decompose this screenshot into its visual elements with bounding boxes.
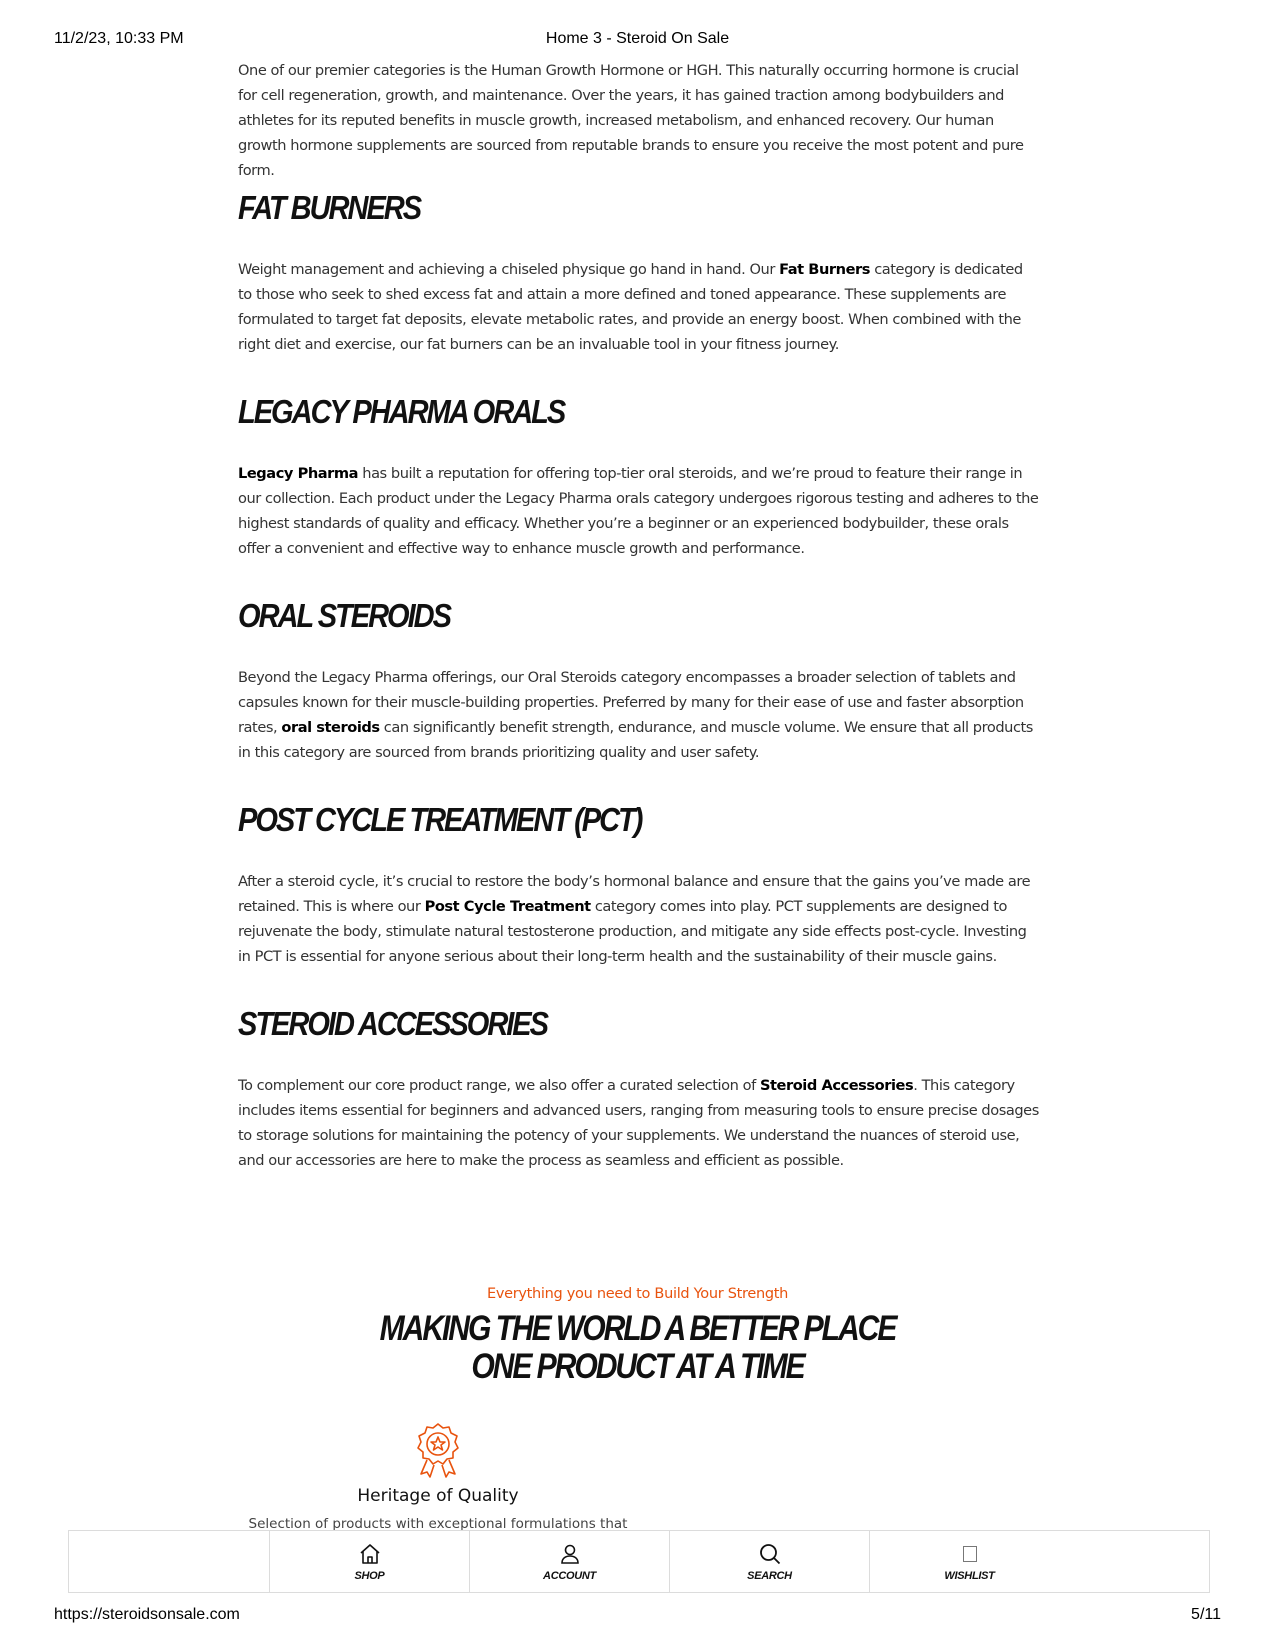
nav-wishlist-button[interactable] <box>869 1531 1069 1592</box>
section-heading: ORAL STEROIDS <box>238 597 450 634</box>
oral-steroids-link[interactable]: oral steroids <box>281 719 380 736</box>
nav-account-label: ACCOUNT <box>543 1569 596 1582</box>
promo-headline <box>0 1310 1275 1386</box>
promo-kicker: Everything you need to Build Your Strength <box>486 1286 789 1302</box>
print-header <box>0 30 1275 52</box>
award-ribbon-icon <box>408 1420 468 1480</box>
section-paragraph <box>238 665 1040 765</box>
bottom-navigation-bar <box>68 1530 1210 1593</box>
section-paragraph <box>238 257 1040 357</box>
section-heading: FAT BURNERS <box>238 189 421 226</box>
home-icon <box>358 1542 382 1566</box>
nav-shop-button[interactable] <box>269 1531 469 1592</box>
nav-search-button[interactable] <box>669 1531 869 1592</box>
user-icon <box>558 1542 582 1566</box>
section-post-cycle-treatment <box>238 800 1040 969</box>
nav-search-label: SEARCH <box>747 1569 792 1582</box>
feature-description: Selection of products with exceptional formulations that <box>248 1516 628 1530</box>
section-heading: STEROID ACCESSORIES <box>238 1005 548 1042</box>
section-text: . This category includes items essential for beginners and advanced users, ranging from measuring tools to ensure precise dosages to storage solutions for maintaining the potency of your supplements. We understand the nuances of steroid use, and our accessories are here to make the process as seamless and efficient as possible. <box>238 1077 1039 1169</box>
nav-account-button[interactable] <box>469 1531 669 1592</box>
section-paragraph <box>238 461 1040 561</box>
print-page-number: 5/11 <box>1191 1606 1221 1623</box>
print-url: https://steroidsonsale.com <box>54 1606 240 1623</box>
section-text: category comes into play. PCT supplements are designed to rejuvenate the body, stimulate natural testosterone production, and mitigate any side effects post-cycle. Investing in PCT is essential for anyone serious about their long-term health and the sustainability of their muscle gains. <box>238 898 1027 965</box>
feature-heritage-of-quality <box>238 1420 638 1530</box>
promo-headline-line1: MAKING THE WORLD A BETTER PLACE <box>379 1309 896 1348</box>
nav-spacer <box>69 1531 269 1592</box>
section-heading: POST CYCLE TREATMENT (PCT) <box>238 801 642 838</box>
post-cycle-treatment-link[interactable]: Post Cycle Treatment <box>424 898 591 915</box>
legacy-pharma-link[interactable]: Legacy Pharma <box>238 465 359 482</box>
steroid-accessories-link[interactable]: Steroid Accessories <box>759 1077 914 1094</box>
section-text: Weight management and achieving a chiseled physique go hand in hand. Our <box>238 261 780 278</box>
promo-section <box>0 1286 1275 1386</box>
section-legacy-pharma-orals <box>238 392 1040 561</box>
section-text: To complement our core product range, we also offer a curated selection of <box>238 1077 760 1094</box>
fat-burners-link[interactable]: Fat Burners <box>779 261 871 278</box>
section-text: After a steroid cycle, it’s crucial to restore the body’s hormonal balance and ensure that the gains you’ve made are retained. This is where our <box>238 873 1031 915</box>
wishlist-icon <box>963 1546 977 1562</box>
promo-headline-line2: ONE PRODUCT AT A TIME <box>471 1347 804 1386</box>
print-footer <box>0 1606 1275 1628</box>
section-paragraph <box>238 1073 1040 1173</box>
intro-paragraph: One of our premier categories is the Human Growth Hormone or HGH. This naturally occurring hormone is crucial for cell regeneration, growth, and maintenance. Over the years, it has gained traction among bodybuilders and athletes for its reputed benefits in muscle growth, increased metabolism, and enhanced recovery. Our human growth hormone supplements are sourced from reputable brands to ensure you receive the most potent and pure form. <box>238 62 1024 179</box>
feature-title: Heritage of Quality <box>357 1486 519 1506</box>
print-page-title: Home 3 - Steroid On Sale <box>545 30 730 47</box>
section-steroid-accessories <box>238 1004 1040 1173</box>
section-fat-burners <box>238 188 1040 357</box>
section-text: has built a reputation for offering top-tier oral steroids, and we’re proud to feature their range in our collection. Each product under the Legacy Pharma orals category undergoes rigorous testing and adheres to the highest standards of quality and efficacy. Whether you’re a beginner or an experienced bodybuilder, these orals offer a convenient and effective way to enhance muscle growth and performance. <box>238 465 1039 557</box>
search-icon <box>758 1542 782 1566</box>
print-datetime: 11/2/23, 10:33 PM <box>54 30 184 47</box>
section-text: Beyond the Legacy Pharma offerings, our Oral Steroids category encompasses a broader selection of tablets and capsules known for their muscle-building properties. Preferred by many for their ease of use and faster absorption rates, <box>238 669 1024 736</box>
nav-shop-label: SHOP <box>354 1569 385 1582</box>
section-heading: LEGACY PHARMA ORALS <box>238 393 565 430</box>
section-text: category is dedicated to those who seek to shed excess fat and attain a more defined and toned appearance. These supplements are formulated to target fat deposits, elevate metabolic rates, and provide an energy boost. When combined with the right diet and exercise, our fat burners can be an invaluable tool in your fitness journey. <box>238 261 1023 353</box>
section-paragraph <box>238 869 1040 969</box>
section-text: can significantly benefit strength, endurance, and muscle volume. We ensure that all products in this category are sourced from brands prioritizing quality and user safety. <box>238 719 1033 761</box>
section-oral-steroids <box>238 596 1040 765</box>
nav-wishlist-label: WISHLIST <box>944 1569 995 1582</box>
